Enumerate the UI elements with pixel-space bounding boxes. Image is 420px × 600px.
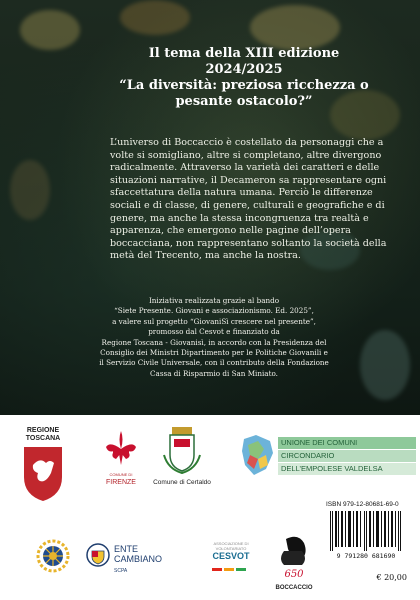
cesvot-logo xyxy=(204,541,258,580)
ente-label: ENTE xyxy=(114,544,139,554)
boccaccio-label: BOCCACCIO xyxy=(275,585,313,591)
boccaccio-mark: 650 xyxy=(284,569,304,580)
isbn-barcode xyxy=(326,511,410,559)
cesvot-caption: ASSOCIAZIONE DI VOLONTARIATO xyxy=(213,541,249,551)
barcode-digits: 9 791280 681690 xyxy=(336,552,396,559)
title-line: “La diversità: preziosa ricchezza o xyxy=(119,78,369,93)
title-line: 2024/2025 xyxy=(205,62,283,77)
cambiano-emblem-icon xyxy=(86,543,110,567)
bokeh-light xyxy=(120,0,190,35)
giglio-icon xyxy=(98,427,144,467)
credits-line: il Servizio Civile Universale, con il contributo della Fondazione xyxy=(99,358,329,368)
bokeh-light xyxy=(20,10,80,50)
boccaccio-portrait-icon xyxy=(268,533,320,581)
regione-toscana-logo xyxy=(20,427,66,507)
edition-theme-title xyxy=(84,46,404,110)
unione-line: UNIONE DEI COMUNI xyxy=(278,437,416,449)
regione-shield-icon xyxy=(20,443,66,503)
unione-comuni-logo xyxy=(240,433,410,477)
credits-line: Iniziativa realizzata grazie al bando xyxy=(148,296,280,305)
description-paragraph: L’universo di Boccaccio è costellato da personaggi che a volte si somigliano, altre si completano, altre divergono radicalmente. Attraverso la varietà dei caratteri e delle situazioni narrative, il Decameron sa rappresentare ogni sfaccettatura della natura umana. Perciò le differenze sociali e di classe, di genere, culturali e geografiche e di genere, ma anche la stessa incongruenza tra realtà e apparenza, che emergono nelle pagine dell’opera boccacciana, non rappresentano soltanto la società della metà del Trecento, ma anche la nostra. xyxy=(110,137,387,262)
title-line: Il tema della XIII edizione xyxy=(148,46,340,61)
certaldo-coat-of-arms-icon xyxy=(150,425,214,475)
isbn-number: ISBN 979-12-80681-69-0 xyxy=(326,501,399,508)
empolese-map-icon xyxy=(240,433,276,477)
cambiano-label: CAMBIANO SCPA xyxy=(114,554,163,574)
unione-line: CIRCONDARIO xyxy=(278,450,416,462)
cesvot-underline-icon xyxy=(204,566,258,576)
credits-line: “Siete Presente. Giovani e associazionismo. Ed. 2025”, xyxy=(114,306,314,316)
comune-firenze-logo xyxy=(98,427,144,487)
credits-line: Regione Toscana - Giovanisì, in accordo con la Presidenza del xyxy=(101,337,327,347)
regione-label: REGIONE TOSCANA xyxy=(25,427,61,442)
price: € 20,00 xyxy=(376,573,407,582)
credits-line: Consiglio dei Ministri Dipartimento per le Politiche Giovanili e xyxy=(100,348,328,358)
boccaccio-650-logo xyxy=(268,533,320,592)
rotary-wheel-icon xyxy=(36,539,70,573)
cesvot-label: CESVOT xyxy=(212,551,250,561)
credits-line: Cassa di Risparmio di San Miniato. xyxy=(150,368,278,378)
credits-line: promosso dal Cesvot e finanziato da xyxy=(148,327,280,337)
bokeh-light xyxy=(10,160,50,220)
title-line: pesante ostacolo?” xyxy=(175,94,313,109)
comune-certaldo-logo xyxy=(150,425,214,487)
bokeh-light xyxy=(250,5,340,50)
credits-block xyxy=(24,296,404,379)
firenze-label: COMUNE DI FIRENZE xyxy=(106,472,136,486)
unione-line: DELL’EMPOLESE VALDELSA xyxy=(278,463,416,475)
certaldo-label: Comune di Certaldo xyxy=(153,479,211,486)
sponsor-logos-panel xyxy=(0,415,420,600)
credits-line: a valere sul progetto “GiovaniSì crescere nel presente”, xyxy=(112,316,316,326)
